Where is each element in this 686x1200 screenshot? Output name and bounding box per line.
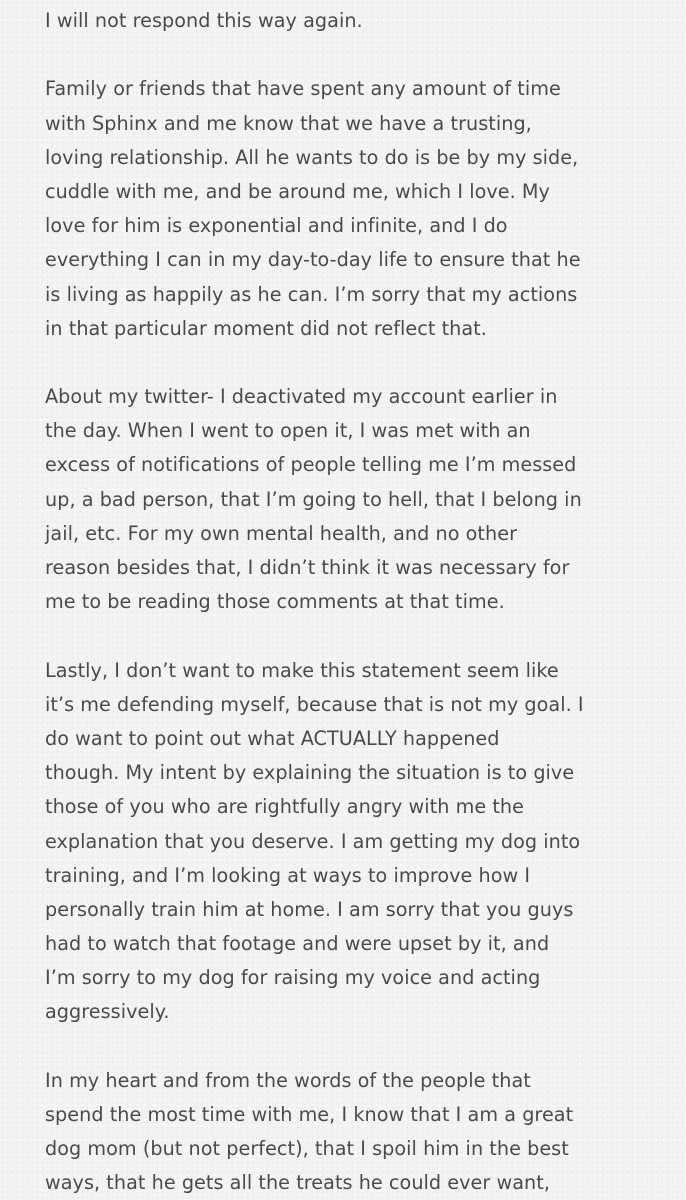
text-line: cuddle with me, and be around me, which I love. My [45, 179, 550, 203]
text-line: In my heart and from the words of the people that [45, 1068, 531, 1092]
text-line: dog mom (but not perfect), that I spoil him in the best [45, 1137, 569, 1161]
paragraph-gap [45, 1030, 660, 1064]
text-line: excess of notifications of people telling me I’m messed [45, 453, 577, 477]
paragraph-gap [45, 346, 660, 380]
note-body [45, 4, 660, 1200]
paragraph-1 [45, 4, 660, 38]
text-line: with Sphinx and me know that we have a trusting, [45, 111, 532, 135]
text-line: up, a bad person, that I’m going to hell, that I belong in [45, 487, 582, 511]
text-line: I’m sorry to my dog for raising my voice and acting [45, 966, 541, 990]
paragraph-3 [45, 380, 660, 619]
text-line: Lastly, I don’t want to make this statement seem like [45, 658, 559, 682]
text-line: the day. When I went to open it, I was met with an [45, 419, 531, 443]
text-line: reason besides that, I didn’t think it was necessary for [45, 556, 570, 579]
paragraph-gap [45, 38, 660, 72]
paragraph-2 [45, 72, 660, 346]
text-line: About my twitter- I deactivated my account earlier in [45, 385, 558, 409]
text-line: ways, that he gets all the treats he could ever want, [45, 1171, 550, 1195]
text-line: explanation that you deserve. I am getting my dog into [45, 829, 581, 853]
text-line: it’s me defending myself, because that is not my goal. I [45, 692, 584, 716]
paragraph-4 [45, 654, 660, 1030]
text-line: Family or friends that have spent any amount of time [45, 77, 561, 101]
text-line: had to watch that footage and were upset by it, and [45, 932, 550, 956]
text-line: loving relationship. All he wants to do is be by my side, [45, 145, 579, 169]
text-line: spend the most time with me, I know that I am a great [45, 1103, 574, 1126]
text-line: jail, etc. For my own mental health, and no other [45, 521, 518, 545]
text-line: training, and I’m looking at ways to improve how I [45, 863, 531, 887]
text-line: aggressively. [45, 1000, 170, 1024]
text-line: in that particular moment did not reflect that. [45, 316, 487, 340]
text-line: those of you who are rightfully angry with me the [45, 795, 524, 819]
text-line: is living as happily as he can. I’m sorry that my actions [45, 282, 578, 306]
text-line: personally train him at home. I am sorry that you guys [45, 897, 574, 921]
text-line: do want to point out what ACTUALLY happened [45, 726, 500, 750]
paragraph-5 [45, 1064, 660, 1200]
text-line: I will not respond this way again. [45, 9, 363, 32]
text-line: me to be reading those comments at that time. [45, 590, 505, 614]
paragraph-gap [45, 619, 660, 653]
text-line: everything I can in my day-to-day life to ensure that he [45, 248, 581, 272]
text-line: love for him is exponential and infinite, and I do [45, 214, 508, 238]
text-line: though. My intent by explaining the situation is to give [45, 761, 575, 785]
